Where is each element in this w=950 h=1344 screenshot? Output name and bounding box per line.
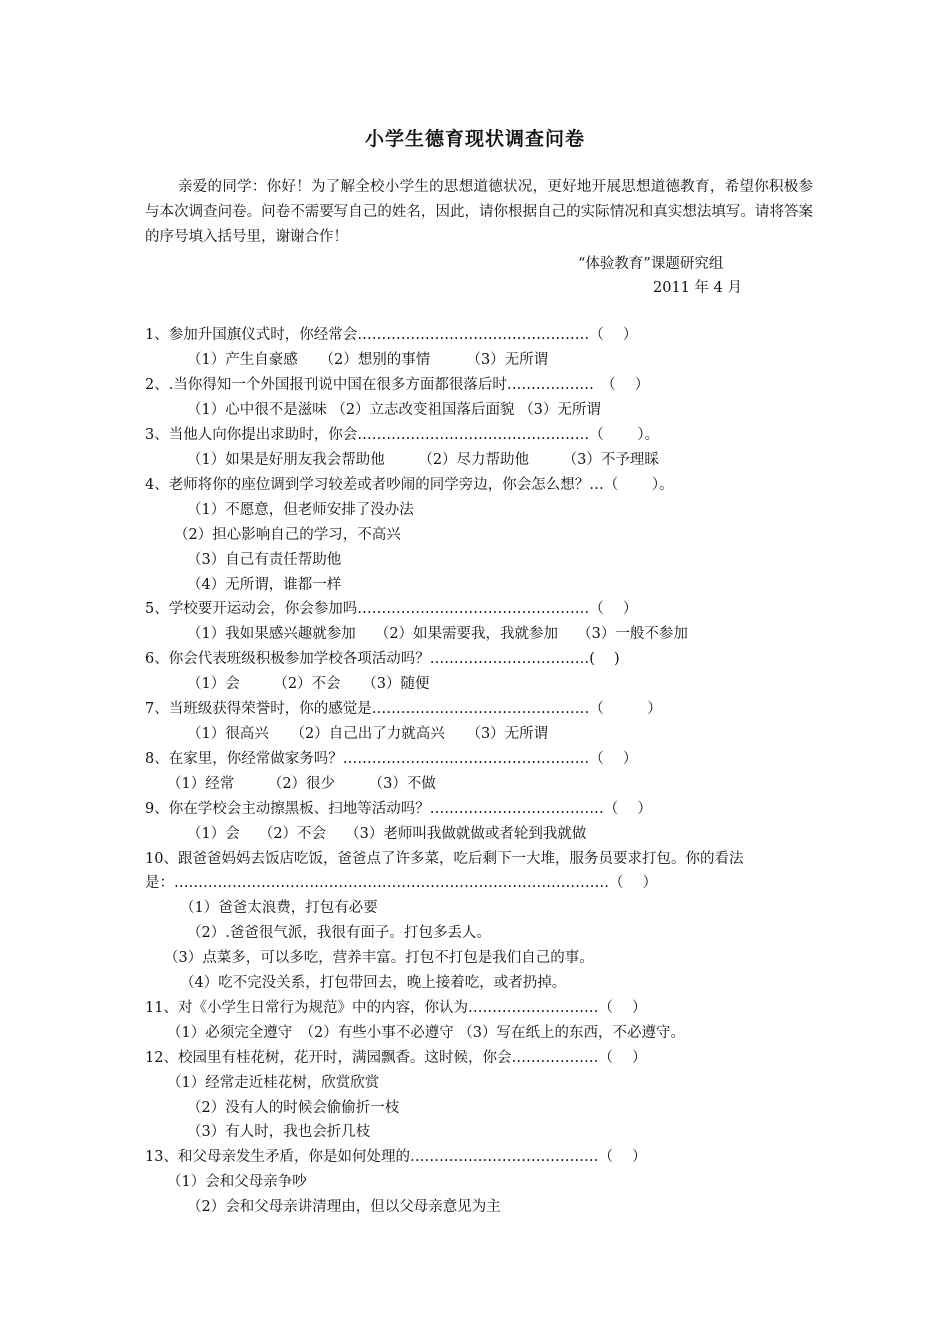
signature-date: 2011 年 4 月	[653, 280, 742, 296]
question-10-option-4: （4）吃不完没关系，打包带回去，晚上接着吃，或者扔掉。	[180, 975, 567, 991]
question-12-option-1: （1）经常走近桂花树，欣赏欣赏	[167, 1075, 380, 1091]
question-6: 6、你会代表班级积极参加学校各项活动吗？……………………………( )	[145, 651, 620, 667]
question-10-option-2: （2）.爸爸很气派，我很有面子。打包多丢人。	[187, 925, 491, 941]
question-4-option-4: （4）无所谓，谁都一样	[187, 577, 342, 593]
question-10-option-1: （1）爸爸太浪费，打包有必要	[180, 900, 378, 916]
question-8: 8、在家里，你经常做家务吗？……………………………………………（ ）	[145, 751, 638, 767]
question-8-options: （1）经常 （2）很少 （3）不做	[167, 776, 436, 792]
question-7-options: （1）很高兴 （2）自己出了力就高兴 （3）无所谓	[187, 726, 549, 742]
question-13: 13、和父母亲发生矛盾，你是如何处理的…………………………………（ ）	[145, 1149, 647, 1165]
question-2-options: （1）心中很不是滋味 （2）立志改变祖国落后面貌 （3）无所谓	[187, 402, 601, 418]
question-1: 1、参加升国旗仪式时，你经常会…………………………………………（ ）	[145, 327, 638, 343]
question-2: 2、.当你得知一个外国报刊说中国在很多方面都很落后时……………… （ ）	[145, 377, 650, 393]
question-11: 11、对《小学生日常行为规范》中的内容，你认为………………………（ ）	[145, 1000, 647, 1016]
research-group-signature: “体验教育”课题研究组	[578, 256, 724, 272]
question-10: 10、跟爸爸妈妈去饭店吃饭，爸爸点了许多菜，吃后剩下一大堆，服务员要求打包。你的看法	[145, 851, 744, 867]
question-4-option-3: （3）自己有责任帮助他	[187, 552, 342, 568]
question-4: 4、老师将你的座位调到学习较差或者吵闹的同学旁边，你会怎么想？…（ ）。	[145, 477, 674, 493]
question-12-option-2: （2）没有人的时候会偷偷折一枝	[187, 1100, 400, 1116]
question-9-options: （1）会 （2）不会 （3）老师叫我做就做或者轮到我就做	[187, 826, 587, 842]
intro-paragraph: 亲爱的同学：你好！为了解全校小学生的思想道德状况，更好地开展思想道德教育，希望你积极参与本次调查问卷。问卷不需要写自己的姓名，因此，请你根据自己的实际情况和真实想法填写。请将答案的序号填入括号里，谢谢合作！	[145, 179, 813, 245]
question-13-option-1: （1）会和父母亲争吵	[167, 1174, 307, 1190]
question-13-option-2: （2）会和父母亲讲清理由，但以父母亲意见为主	[187, 1199, 501, 1215]
question-5: 5、学校要开运动会，你会参加吗…………………………………………（ ）	[145, 601, 638, 617]
page-title: 小学生德育现状调查问卷	[364, 128, 585, 150]
question-11-options: （1）必须完全遵守 （2）有些小事不必遵守 （3）写在纸上的东西，不必遵守。	[167, 1025, 686, 1041]
question-12-option-3: （3）有人时，我也会折几枝	[187, 1124, 371, 1140]
question-4-option-2: （2）担心影响自己的学习，不高兴	[174, 527, 401, 543]
question-10-option-3: （3）点菜多，可以多吃，营养丰富。打包不打包是我们自己的事。	[164, 950, 594, 966]
question-1-options: （1）产生自豪感 （2）想别的事情 （3）无所谓	[187, 352, 549, 368]
question-3: 3、当他人向你提出求助时，你会…………………………………………（ ）。	[145, 427, 660, 443]
question-6-options: （1）会 （2）不会 （3）随便	[187, 676, 430, 692]
question-12: 12、校园里有桂花树，花开时，满园飘香。这时候，你会………………（ ）	[145, 1050, 647, 1066]
question-10-continued: 是：………………………………………………………………………………（ ）	[145, 875, 658, 891]
question-3-options: （1）如果是好朋友我会帮助他 （2）尽力帮助他 （3）不予理睬	[187, 452, 659, 468]
question-9: 9、你在学校会主动擦黑板、扫地等活动吗？………………………………（ ）	[145, 801, 652, 817]
question-5-options: （1）我如果感兴趣就参加 （2）如果需要我，我就参加 （3）一般不参加	[187, 626, 688, 642]
question-4-option-1: （1）不愿意，但老师安排了没办法	[187, 502, 414, 518]
question-7: 7、当班级获得荣誉时，你的感觉是………………………………………（ ）	[145, 701, 662, 717]
